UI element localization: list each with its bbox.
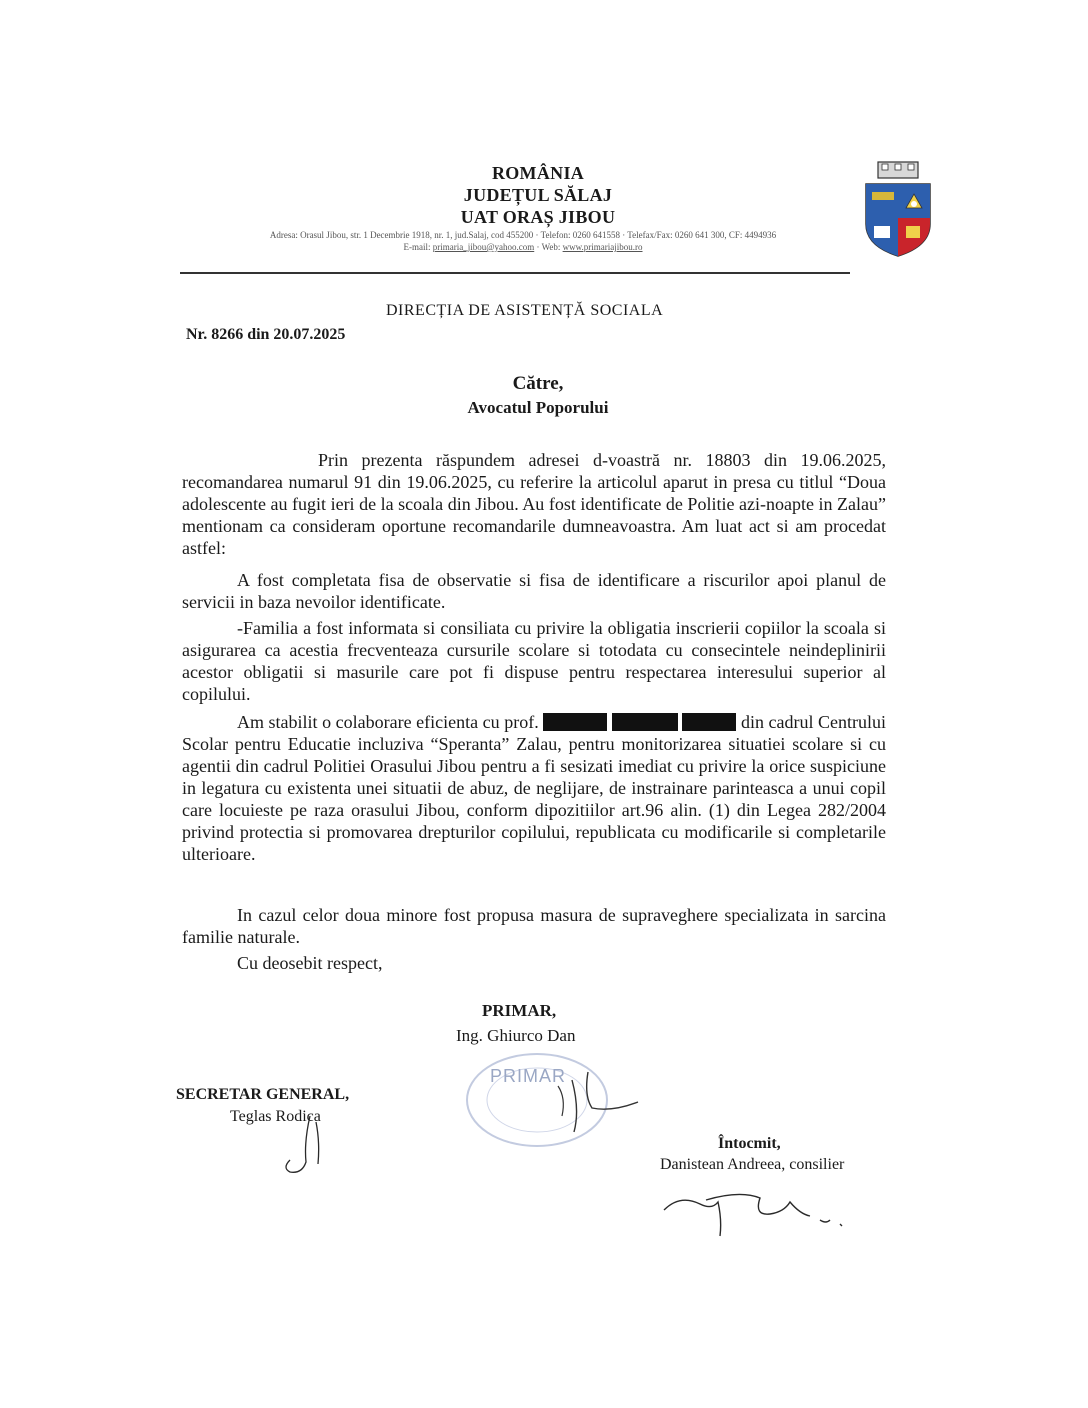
country-title: ROMÂNIA [491,163,585,183]
secretary-title: SECRETAR GENERAL, [176,1086,350,1103]
paragraph-4-start: Am stabilit o colaborare eficienta cu prof. [237,712,539,732]
address-line: Adresa: Orasul Jibou, str. 1 Decembrie 1918, nr. 1, jud.Salaj, cod 455200 · Telefon: 0260 641558 · Telefax/Fax: 0260 641 300, CF: 4494936 [269,230,777,240]
stamp-label: PRIMAR [490,1066,567,1086]
author-name: Danistean Andreea, consilier [660,1156,845,1173]
secretary-signature [276,1112,346,1182]
contact-line: E-mail: primaria_jibou@yahoo.com · Web: www.primariajibou.ro [403,242,643,252]
web-link[interactable]: www.primariajibou.ro [562,242,643,252]
redaction-block [682,713,736,731]
author-title: Întocmit, [718,1135,781,1152]
paragraph-5: In cazul celor doua minore fost propusa masura de supraveghere specializata in sarcina familie naturale. [182,905,886,947]
department-title: DIRECȚIA DE ASISTENȚĂ SOCIALA [386,302,664,319]
paragraph-2: A fost completata fisa de observatie si fisa de identificare a riscurilor apoi planul de servicii in baza nevoilor identificate. [182,570,886,612]
registration-number: Nr. 8266 din 20.07.2025 [186,326,346,343]
paragraph-1: Prin prezenta răspundem adresei d-voastră nr. 18803 din 19.06.2025, recomandarea numarul 91 din 19.06.2025, cu referire la articolul aparut in presa cu titlul “Doua adolescente au fugit ieri de la scoala din Jibou. Au fost identificate de Politie azi-noapte in Zalau” mentionam ca consideram oportune recomandarile dumneavoastra. Am luat act si am procedat astfel: [182,450,886,558]
municipality-title: UAT ORAȘ JIBOU [460,207,616,227]
email-label: E-mail: [403,242,431,252]
official-stamp [462,1050,642,1150]
web-label: Web: [541,242,561,252]
secretary-name: Teglas Rodica [230,1108,321,1125]
redaction-block [543,713,607,731]
paragraph-4-end: din cadrul Centrului Scolar pentru Educatie incluziva “Speranta” Zalau, pentru monitorizarea situatiei scolare si cu agentii din cadrul Politiei Orasului Jibou pentru a fi sesizati imediat cu privire la orice suspiciune in legatura cu existenta unei situatii de abuz, de neglijare, de instrainare parinteasca a unui copil care locuieste pe raza orasului Jibou, conform dipozitiilor art.96 alin. (1) din Legea 282/2004 privind protectia si promovarea drepturilor copilului, republicata cu modificarile si completarile ulterioare. [182,712,887,864]
paragraph-4 [182,711,886,865]
recipient-name: Avocatul Poporului [467,398,609,417]
mayor-title: PRIMAR, [482,1001,557,1020]
author-signature [660,1180,860,1240]
closing-line: Cu deosebit respect, [237,953,383,973]
paragraph-3: -Familia a fost informata si consiliata cu privire la obligatia inscrierii copiilor la scoala si asigurarea ca acestia frecventeaza cursurile scolare si totodata cu consecintele neindeplinirii acestor obligatii si masurile care pot fi dispuse pentru respectarea interesului superior al copilului. [182,618,886,704]
coat-of-arms-icon [862,160,934,260]
header-divider [180,272,850,274]
email-link[interactable]: primaria_jibou@yahoo.com [432,242,535,252]
county-title: JUDEȚUL SĂLAJ [463,185,613,205]
redaction-block [612,713,678,731]
mayor-name: Ing. Ghiurco Dan [456,1026,576,1045]
recipient-to: Către, [512,373,564,394]
